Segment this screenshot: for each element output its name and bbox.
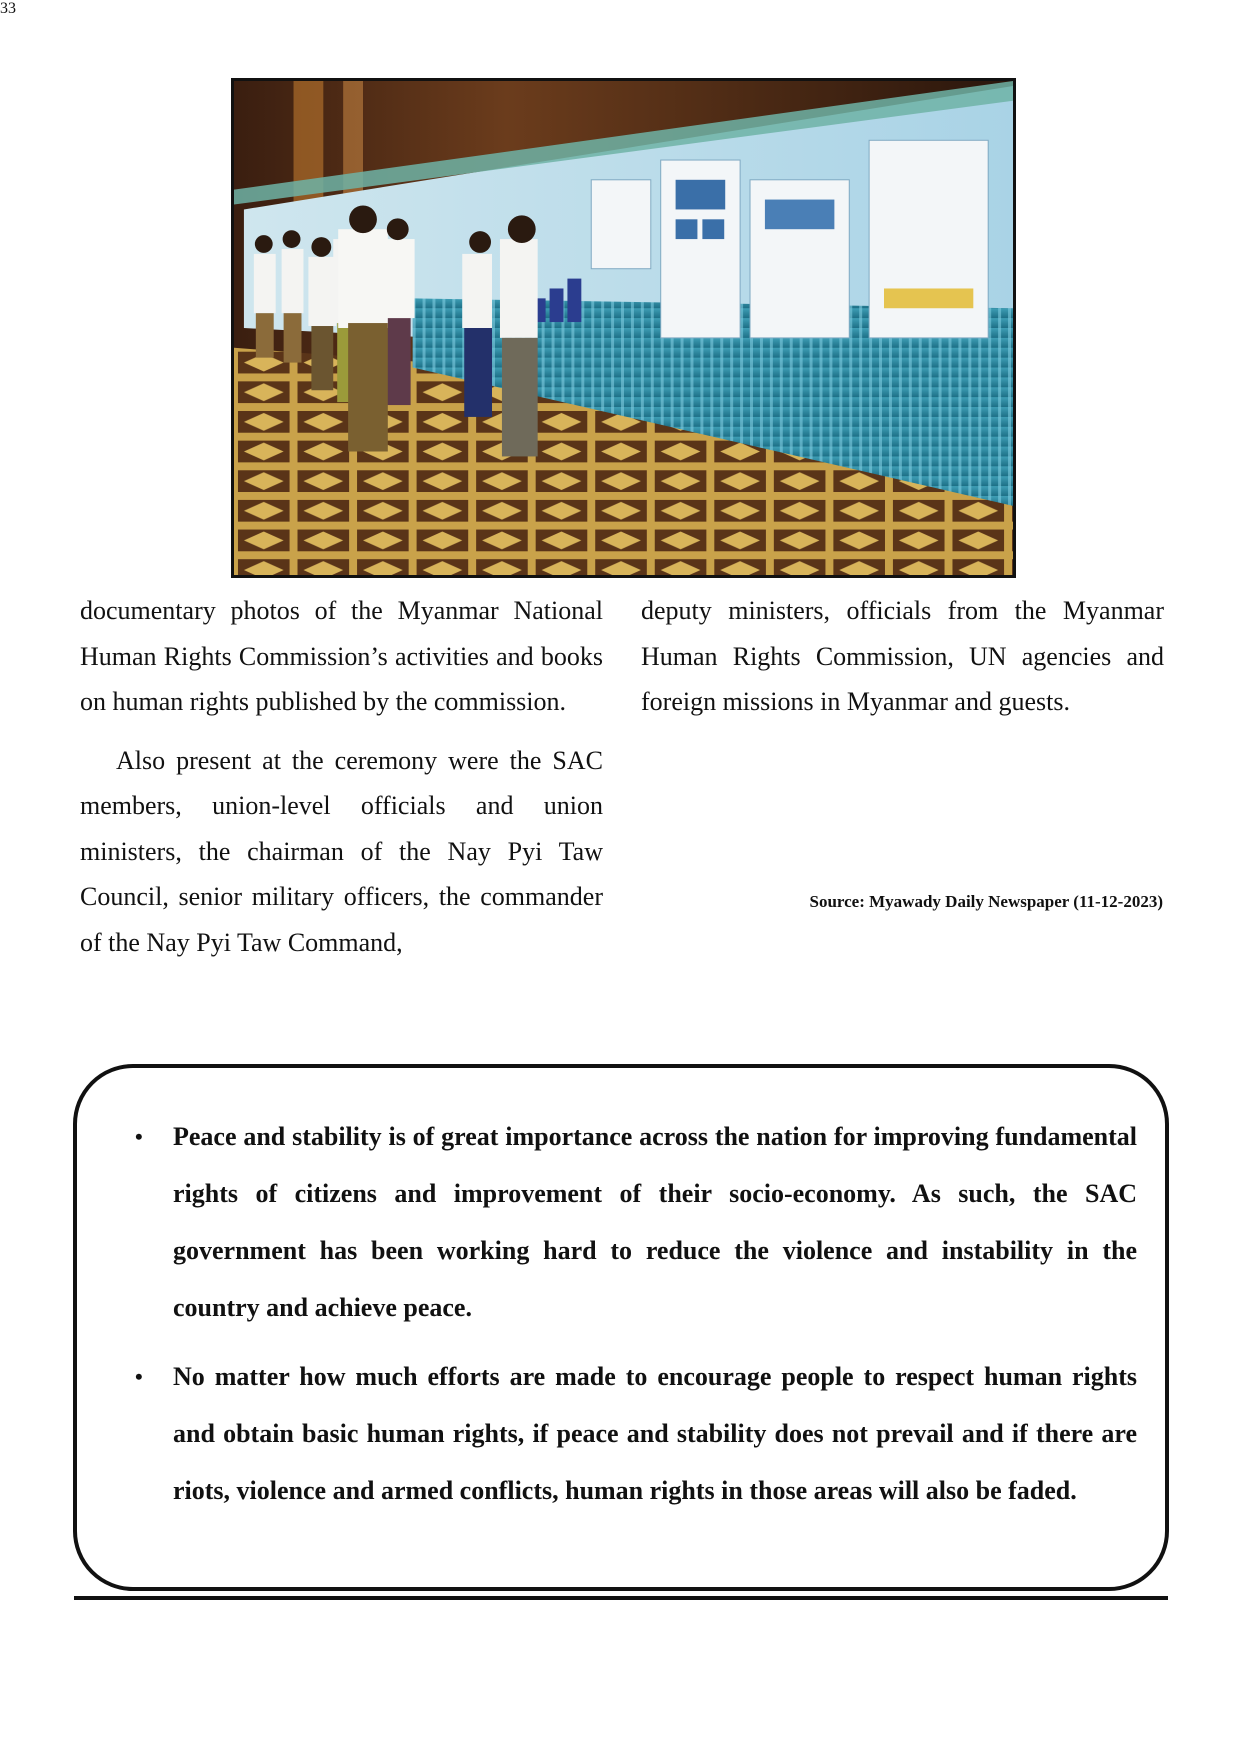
page-number: 33 <box>0 0 16 17</box>
key-points-box <box>73 1064 1169 1591</box>
bullet-icon: • <box>135 1364 143 1389</box>
key-points-list <box>107 1108 1137 1531</box>
paragraph: Also present at the ceremony were the SAC members, union-level officials and union ministers, the chairman of the Nay Pyi Taw Council, senior military officers, the commander of the Nay Pyi Taw Command, <box>80 745 603 957</box>
bullet-icon: • <box>135 1124 143 1149</box>
exhibition-photo-icon <box>234 81 1013 575</box>
source-citation: Source: Myawady Daily Newspaper (11-12-2023) <box>809 892 1163 911</box>
list-item-text: Peace and stability is of great importance across the nation for improving fundamental rights of citizens and improvement of their socio-economy. As such, the SAC government has been working hard to reduce the violence and instability in the country and achieve peace. <box>173 1122 1137 1322</box>
right-column <box>641 588 1164 738</box>
exhibition-photo <box>231 78 1016 578</box>
paragraph: documentary photos of the Myanmar National Human Rights Commission’s activities and books on human rights published by the commission. <box>80 596 603 716</box>
horizontal-rule <box>74 1596 1168 1600</box>
list-item-text: No matter how much efforts are made to encourage people to respect human rights and obtain basic human rights, if peace and stability does not prevail and if there are riots, violence and armed conflicts, human rights in those areas will also be faded. <box>173 1362 1137 1505</box>
paragraph: deputy ministers, officials from the Myanmar Human Rights Commission, UN agencies and foreign missions in Myanmar and guests. <box>641 596 1164 716</box>
left-column <box>80 588 603 978</box>
list-item <box>107 1108 1137 1336</box>
list-item <box>107 1348 1137 1519</box>
